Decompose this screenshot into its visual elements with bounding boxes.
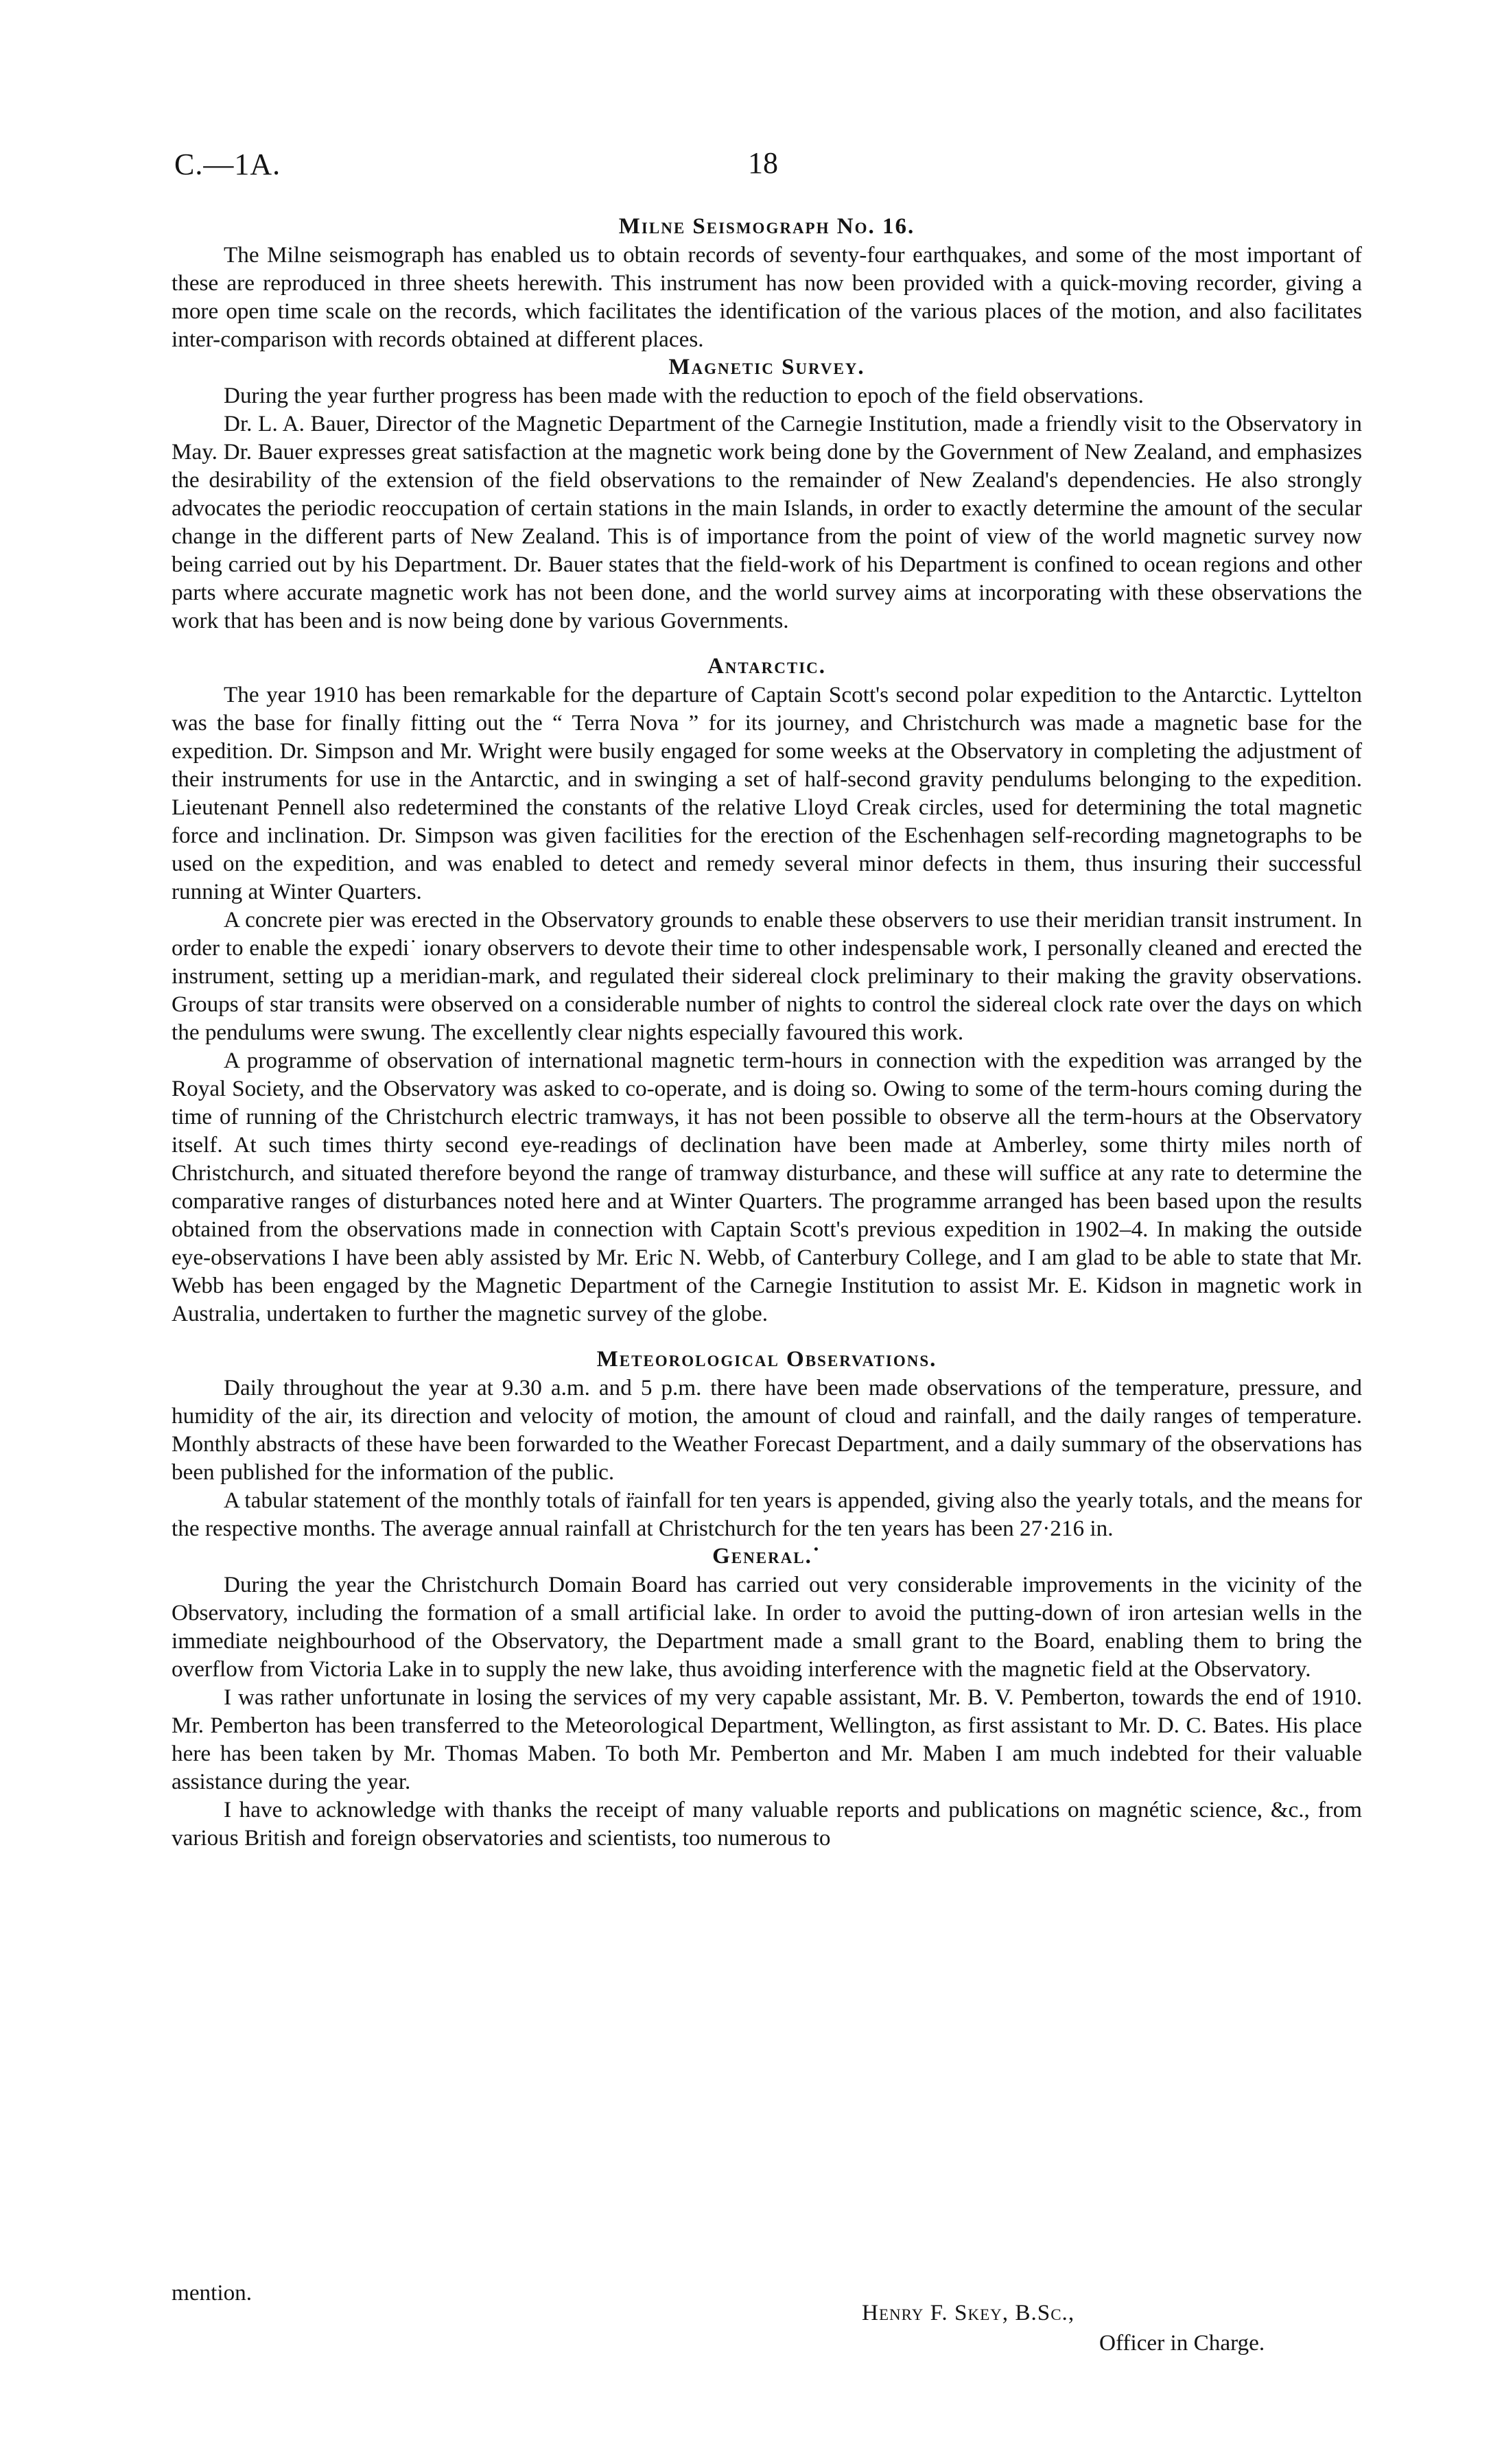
paragraph: The year 1910 has been remarkable for the departure of Captain Scott's second polar expedition to the Antarctic. Lyttelton was the base for finally fitting out the “ Terra Nova ” for its journey, and Christchurch was made a magnetic base for the expedition. Dr. Simpson and Mr. Wright were busily engaged for some weeks at the Observatory in completing the adjustment of their instruments for use in the Antarctic, and in swinging a set of half-second gravity pendulums belonging to the expedition. Lieutenant Pennell also redetermined the constants of the relative Lloyd Creak circles, used for determining the total magnetic force and inclination. Dr. Simpson was given facilities for the erection of the Eschenhagen self-recording magnetographs to be used on the expedition, and was enabled to detect and remedy several minor defects in them, thus insuring their successful running at Winter Quarters. [172, 682, 1362, 904]
section-heading: General.˙ [712, 1544, 821, 1569]
signature-block [862, 2298, 1383, 2358]
paragraph: A programme of observation of international magnetic term-hours in connection with the expedition was arranged by the Royal Society, and the Observatory was asked to co-operate, and is doing so. Owing to some of the term-hours coming during the time of running of the Christchurch electric tramways, it has not been possible to observe all the term-hours at the Observatory itself. At such times thirty second eye-readings of declination have been made at Amberley, some thirty miles north of Christchurch, and situated therefore beyond the range of tramway disturbance, and these will suffice at any rate to determine the comparative ranges of disturbances noted here and at Winter Quarters. The programme arranged has been based upon the results obtained from the observations made in connection with Captain Scott's previous expedition in 1902–4. In making the outside eye-observations I have been ably assisted by Mr. Eric N. Webb, of Canterbury College, and I am glad to be able to state that Mr. Webb has been engaged by the Magnetic Department of the Carnegie Institution to assist Mr. E. Kidson in magnetic work in Australia, undertaken to further the magnetic survey of the globe. [172, 1048, 1362, 1326]
paragraph: I have to acknowledge with thanks the receipt of many valuable reports and publications on magnétic science, &c., from various British and foreign observatories and scientists, too numerous to [172, 1797, 1362, 1851]
signatory-name: Henry F. Skey, B.Sc., [862, 2300, 1075, 2325]
section-general [172, 1542, 1362, 1852]
page-body [172, 213, 1362, 1852]
page-number: 18 [748, 146, 778, 180]
paragraph: During the year further progress has been made with the reduction to epoch of the field observations. [224, 383, 1144, 408]
section-heading: Antarctic. [707, 654, 827, 679]
signatory-title: Officer in Charge. [1099, 2330, 1265, 2356]
paragraph: The Milne seismograph has enabled us to obtain records of seventy-four earthquakes, and some of the most important of these are reproduced in three sheets herewith. This instrument has now been provided with a quick-moving recorder, giving a more open time scale on the records, which facilitates the identification of the various places of the motion, and also facilitates inter-comparison with records obtained at different places. [172, 242, 1362, 352]
section-heading: Milne Seismograph No. 16. [618, 214, 915, 239]
closing-word: mention. [172, 2280, 253, 2305]
paragraph: Daily throughout the year at 9.30 a.m. and 5 p.m. there have been made observations of the temperature, pressure, and humidity of the air, its direction and velocity of motion, the amount of cloud and rainfall, and the daily ranges of temperature. Monthly abstracts of these have been forwarded to the Weather Forecast Department, and a daily summary of the observations has been published for the information of the public. [172, 1375, 1362, 1485]
section-antarctic [172, 653, 1362, 1328]
paragraph: I was rather unfortunate in losing the services of my very capable assistant, Mr. B. V. Pemberton, towards the end of 1910. Mr. Pemberton has been transferred to the Meteorological Department, Wellington, as first assistant to Mr. D. C. Bates. His place here has been taken by Mr. Thomas Maben. To both Mr. Pemberton and Mr. Maben I am much indebted for their valuable assistance during the year. [172, 1685, 1362, 1794]
section-meteorological-observations [172, 1346, 1362, 1542]
paragraph: During the year the Christchurch Domain Board has carried out very considerable improvements in the vicinity of the Observatory, including the formation of a small artificial lake. In order to avoid the putting-down of iron artesian wells in the immediate neighbourhood of the Observatory, the Department made a small grant to the Board, enabling them to bring the overflow from Victoria Lake in to supply the new lake, thus avoiding interference with the magnetic field at the Observatory. [172, 1572, 1362, 1682]
section-heading: Meteorological Observations. [596, 1347, 937, 1372]
report-reference: C.—1A. [174, 148, 281, 181]
section-milne-seismograph [172, 213, 1362, 353]
section-heading: Magnetic Survey. [668, 355, 865, 379]
paragraph: Dr. L. A. Bauer, Director of the Magnetic Department of the Carnegie Institution, made a friendly visit to the Observatory in May. Dr. Bauer expresses great satisfaction at the magnetic work being done by the Government of New Zealand, and emphasizes the desirability of the extension of the field observations to the remainder of New Zealand's dependencies. He also strongly advocates the periodic reoccupation of certain stations in the main Islands, in order to exactly determine the amount of the secular change in the different parts of New Zealand. This is of importance from the point of view of the world magnetic survey now being carried out by his Department. Dr. Bauer states that the field-work of his Department is confined to ocean regions and other parts where accurate magnetic work has not been done, and the world survey aims at incorporating with these observations the work that has been and is now being done by various Governments. [172, 411, 1362, 633]
section-magnetic-survey [172, 353, 1362, 635]
paragraph: A concrete pier was erected in the Observatory grounds to enable these observers to use their meridian transit instrument. In order to enable the expedi˙ ionary observers to devote their time to other indespensable work, I personally cleaned and erected the instrument, setting up a meridian-mark, and regulated their sidereal clock preliminary to their making the gravity observations. Groups of star transits were observed on a considerable number of nights to control the sidereal clock rate over the days on which the pendulums were swung. The excellently clear nights especially favoured this work. [172, 907, 1362, 1045]
paragraph: A tabular statement of the monthly totals of r̈ainfall for ten years is appended, giving also the yearly totals, and the means for the respective months. The average annual rainfall at Christchurch for the ten years has been 27·216 in. [172, 1488, 1362, 1541]
